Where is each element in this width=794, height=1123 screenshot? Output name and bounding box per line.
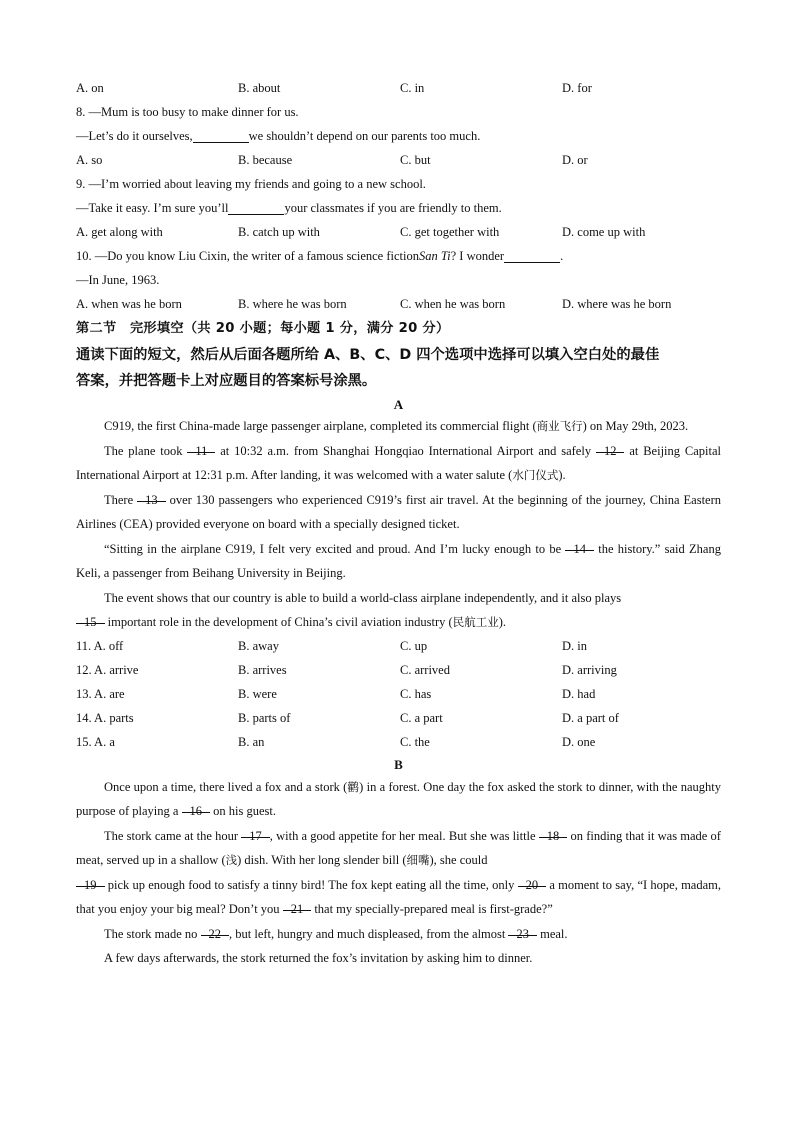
q7-option-d[interactable]: D. for	[562, 80, 592, 95]
q9-text-b: your classmates if you are friendly to them.	[284, 200, 502, 215]
q8-text-b: we shouldn’t depend on our parents too much.	[248, 128, 481, 143]
q15-options	[76, 731, 721, 755]
q8-option-a[interactable]: A. so	[76, 152, 103, 167]
blank-12[interactable]: 12	[596, 439, 625, 453]
q13-option-c[interactable]: C. has	[400, 687, 432, 702]
passage-a-label: A	[393, 396, 404, 412]
q11-option-b[interactable]: B. away	[238, 639, 279, 654]
q8-option-d[interactable]: D. or	[562, 152, 588, 167]
passage-a-paragraph-1: C919, the first China-made large passenger airplane, completed its commercial flight (商业飞行) on May 29th, 2023.	[104, 419, 689, 433]
q13-option-d[interactable]: D. had	[562, 687, 596, 702]
q13-option-a[interactable]: 13. A. are	[76, 687, 125, 702]
q8-text-a: —Let’s do it ourselves,	[76, 128, 193, 143]
blank-20[interactable]: 20	[518, 873, 547, 887]
passage-b-paragraph-2: The stork came at the hour 17 , with a good appetite for her meal. But she was little 18 on finding that it was made of meat, served up in a shallow (浅) dish. With her long slender bill (细嘴), she could 19 pick up enough food to satisfy a tinny bird! The fox kept eating all the time, only 20 a moment to say, “I hope, madam, that you enjoy your big meal? Don’t you 21 that my specially-prepared meal is first-grade?”	[76, 824, 721, 922]
q11-option-d[interactable]: D. in	[562, 639, 587, 654]
q12-option-a[interactable]: 12. A. arrive	[76, 663, 139, 678]
q15-option-d[interactable]: D. one	[562, 735, 596, 750]
passage-b-paragraph-3: The stork made no 22 , but left, hungry and much displeased, from the almost 23 meal.	[76, 922, 721, 947]
section-title: 第二节 完形填空（共 20 小题；每小题 1 分，满分 20 分）	[76, 321, 450, 337]
blank-17[interactable]: 17	[241, 824, 270, 838]
q9-blank[interactable]	[228, 201, 284, 215]
q10-text-a: 10. —Do you know Liu Cixin, the writer of a famous science fiction	[76, 248, 419, 263]
q15-option-a[interactable]: 15. A. a	[76, 735, 115, 750]
q14-option-d[interactable]: D. a part of	[562, 711, 619, 726]
q9-option-a[interactable]: A. get along with	[76, 224, 163, 239]
blank-14[interactable]: 14	[565, 537, 594, 551]
q8-blank[interactable]	[193, 129, 249, 143]
q9-option-d[interactable]: D. come up with	[562, 224, 646, 239]
blank-19[interactable]: 19	[76, 873, 105, 887]
q12-option-d[interactable]: D. arriving	[562, 663, 617, 678]
q11-option-c[interactable]: C. up	[400, 639, 428, 654]
q14-options	[76, 707, 721, 731]
q14-option-a[interactable]: 14. A. parts	[76, 711, 134, 726]
passage-a-paragraph-3: There 13 over 130 passengers who experienced C919’s first air travel. At the beginning of the journey, China Eastern Airlines (CEA) provided everyone on board with a specially designed ticket.	[76, 488, 721, 537]
blank-15[interactable]: 15	[76, 610, 105, 624]
q10-option-c[interactable]: C. when he was born	[400, 296, 506, 311]
q10-book-title: San Ti	[418, 248, 451, 263]
q8-option-b[interactable]: B. because	[238, 152, 293, 167]
q7-option-b[interactable]: B. about	[238, 80, 281, 95]
q9-options	[76, 220, 721, 244]
blank-23[interactable]: 23	[508, 922, 537, 936]
q10-blank[interactable]	[504, 249, 560, 263]
q9-stem: 9. —I’m worried about leaving my friends and going to a new school.	[76, 176, 426, 191]
blank-22[interactable]: 22	[201, 922, 230, 936]
q10-answer-line: —In June, 1963.	[76, 272, 160, 287]
q13-option-b[interactable]: B. were	[238, 687, 277, 702]
section-instructions	[76, 342, 721, 394]
passage-a-paragraph-2: The plane took 11 at 10:32 a.m. from Shanghai Hongqiao International Airport and safely 12 at Beijing Capital International Airport at 12:31 p.m. After landing, it was welcomed with a water salute (水门仪式).	[76, 439, 721, 488]
q9-text-a: —Take it easy. I’m sure you’ll	[76, 200, 229, 215]
passage-b-label: B	[394, 757, 403, 772]
q10-option-b[interactable]: B. where he was born	[238, 296, 347, 311]
q8-options	[76, 148, 721, 172]
q11-option-a[interactable]: 11. A. off	[76, 639, 124, 654]
blank-16[interactable]: 16	[182, 799, 211, 813]
q10-option-a[interactable]: A. when was he born	[76, 296, 182, 311]
q10-options	[76, 292, 721, 316]
passage-a-paragraph-4: “Sitting in the airplane C919, I felt very excited and proud. And I’m lucky enough to be 14 the history.” said Zhang Keli, a passenger from Beihang University in Beijing.	[76, 537, 721, 586]
q10-text-c: .	[560, 248, 564, 263]
q9-option-b[interactable]: B. catch up with	[238, 224, 320, 239]
q8-stem: 8. —Mum is too busy to make dinner for us.	[76, 104, 299, 119]
q10-text-b: ? I wonder	[450, 248, 505, 263]
blank-13[interactable]: 13	[137, 488, 166, 502]
q9-option-c[interactable]: C. get together with	[400, 224, 500, 239]
q8-dialogue	[76, 124, 721, 148]
q7-option-c[interactable]: C. in	[400, 80, 425, 95]
q13-options	[76, 683, 721, 707]
exam-page	[76, 76, 721, 971]
passage-a-paragraph-5: The event shows that our country is able to build a world-class airplane independently, and it also plays 15 important role in the development of China’s civil aviation industry (民航工业).	[76, 586, 721, 635]
q14-option-c[interactable]: C. a part	[400, 711, 443, 726]
blank-18[interactable]: 18	[539, 824, 568, 838]
blank-21[interactable]: 21	[283, 897, 312, 911]
q10-stem	[76, 244, 721, 268]
q11-options	[76, 635, 721, 659]
q7-option-a[interactable]: A. on	[76, 80, 104, 95]
q12-options	[76, 659, 721, 683]
instructions-line-2: 答案，并把答题卡上对应题目的答案标号涂黑。	[76, 373, 377, 389]
q7-options	[76, 76, 721, 100]
passage-a-questions	[76, 635, 721, 755]
q15-option-c[interactable]: C. the	[400, 735, 430, 750]
q12-option-c[interactable]: C. arrived	[400, 663, 450, 678]
passage-b-paragraph-4: A few days afterwards, the stork returned the fox’s invitation by asking him to dinner.	[104, 951, 533, 965]
q10-option-d[interactable]: D. where was he born	[562, 296, 672, 311]
blank-11[interactable]: 11	[187, 439, 215, 453]
q8-option-c[interactable]: C. but	[400, 152, 431, 167]
q14-option-b[interactable]: B. parts of	[238, 711, 291, 726]
passage-b-paragraph-1: Once upon a time, there lived a fox and a stork (鹳) in a forest. One day the fox asked the stork to dinner, with the naughty purpose of playing a 16 on his guest.	[76, 779, 722, 818]
q9-dialogue	[76, 196, 721, 220]
q15-option-b[interactable]: B. an	[238, 735, 265, 750]
q12-option-b[interactable]: B. arrives	[238, 663, 287, 678]
instructions-line-1: 通读下面的短文，然后从后面各题所给 A、B、C、D 四个选项中选择可以填入空白处的最佳	[76, 347, 660, 363]
